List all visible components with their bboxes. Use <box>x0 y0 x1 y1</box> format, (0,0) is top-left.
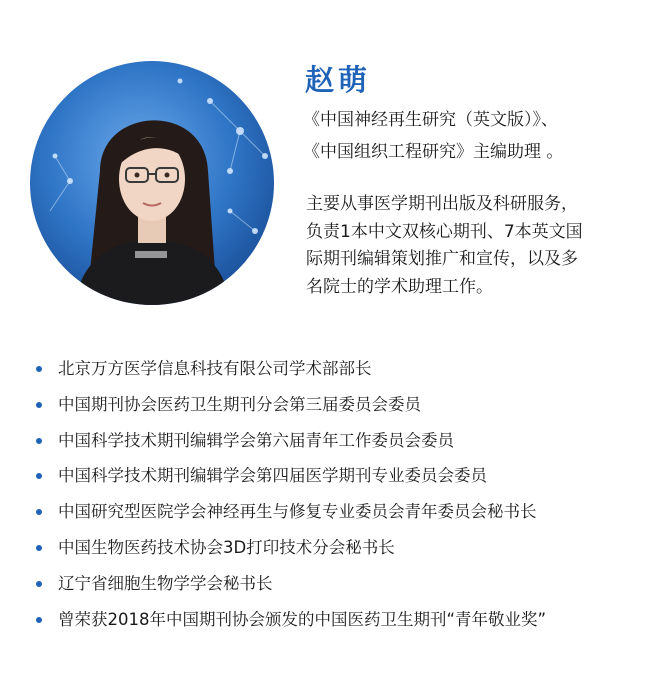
description <box>306 191 656 301</box>
dot-bullet-icon <box>36 581 42 587</box>
dot-bullet-icon <box>36 617 42 623</box>
list-item <box>36 463 661 499</box>
person-photo-icon <box>30 61 274 305</box>
dot-bullet-icon <box>36 473 42 479</box>
profile-photo <box>30 61 274 305</box>
list-item <box>36 535 661 571</box>
dot-bullet-icon <box>36 438 42 444</box>
role-text: 辽宁省细胞生物学学会秘书长 <box>58 573 273 593</box>
list-item <box>36 571 661 607</box>
dot-bullet-icon <box>36 509 42 515</box>
list-item <box>36 392 661 428</box>
role-text: 北京万方医学信息科技有限公司学术部部长 <box>58 359 372 378</box>
role-text: 中国生物医药技术协会3D打印技术分会秘书长 <box>58 537 395 557</box>
role-text: 中国研究型医院学会神经再生与修复专业委员会青年委员会秘书长 <box>58 502 537 522</box>
description-line: 主要从事医学期刊出版及科研服务， <box>306 194 578 214</box>
dot-bullet-icon <box>36 545 42 551</box>
list-item <box>36 356 661 392</box>
role-text: 曾荣获2018年中国期刊协会颁发的中国医药卫生期刊“青年敬业奖” <box>58 609 547 629</box>
position-title-line-1: 《中国神经再生研究（英文版）》、 <box>303 110 558 130</box>
description-line: 际期刊编辑策划推广和宣传，以及多 <box>306 249 578 269</box>
dot-bullet-icon <box>36 366 42 372</box>
list-item <box>36 499 661 535</box>
dot-bullet-icon <box>36 402 42 408</box>
person-name: 赵萌 <box>305 63 372 97</box>
position-title-line-2: 《中国组织工程研究》主编助理 。 <box>303 142 564 162</box>
list-item <box>36 607 661 643</box>
description-line: 负责1本中文双核心期刊、7本英文国 <box>306 221 583 242</box>
description-line: 名院士的学术助理工作。 <box>306 276 493 297</box>
role-text: 中国科学技术期刊编辑学会第六届青年工作委员会委员 <box>58 430 454 450</box>
list-item <box>36 428 661 464</box>
roles-list <box>36 356 661 642</box>
role-text: 中国科学技术期刊编辑学会第四届医学期刊专业委员会委员 <box>58 466 487 486</box>
role-text: 中国期刊协会医药卫生期刊分会第三届委员会委员 <box>58 394 421 414</box>
